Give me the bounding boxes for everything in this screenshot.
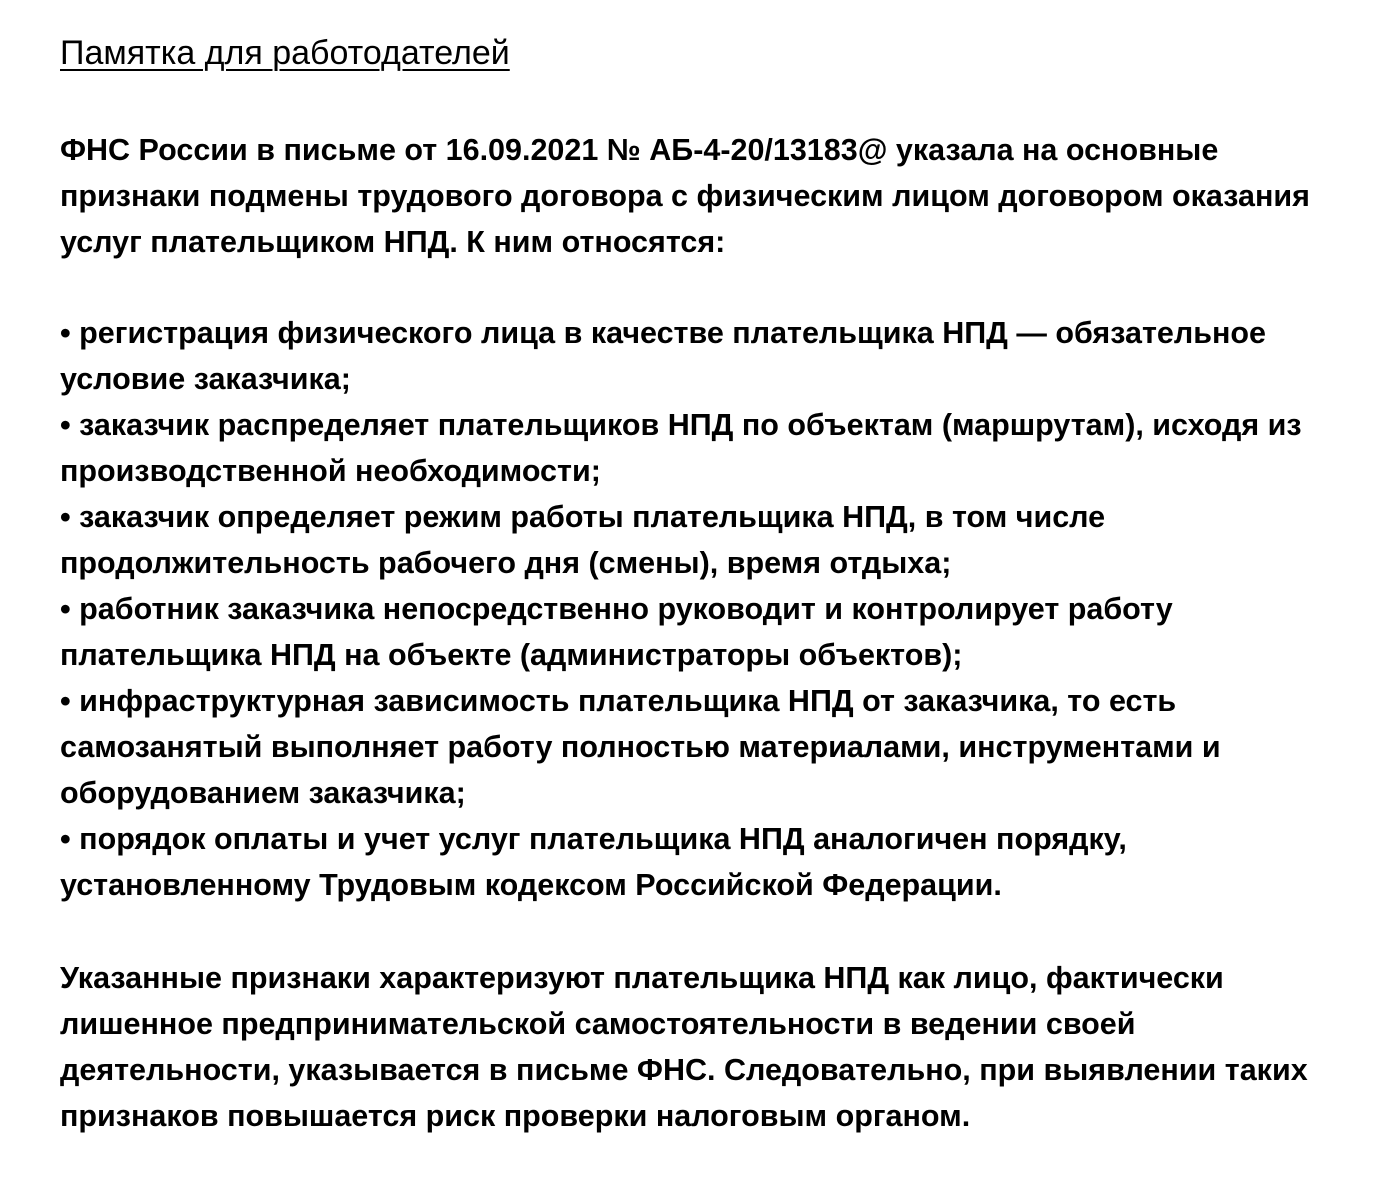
list-item: • заказчик распределяет плательщиков НПД по объектам (маршрутам), исходя из производственной необходимости; xyxy=(60,408,1302,488)
list-item: • порядок оплаты и учет услуг плательщика НПД аналогичен порядку, установленному Трудовым кодексом Российской Федерации. xyxy=(60,822,1127,902)
intro-paragraph: ФНС России в письме от 16.09.2021 № АБ-4-20/13183@ указала на основные признаки подмены трудового договора с физическим лицом договором оказания услуг плательщиком НПД. К ним относятся: xyxy=(60,133,1310,259)
list-item: • заказчик определяет режим работы плательщика НПД, в том числе продолжительность рабочего дня (смены), время отдыха; xyxy=(60,500,1106,580)
criteria-list xyxy=(60,310,1350,908)
conclusion-paragraph: Указанные признаки характеризуют плательщика НПД как лицо, фактически лишенное предпринимательской самостоятельности в ведении своей деятельности, указывается в письме ФНС. Следовательно, при выявлении таких признаков повышается риск проверки налоговым органом. xyxy=(60,961,1308,1133)
list-item: • инфраструктурная зависимость плательщика НПД от заказчика, то есть самозанятый выполняет работу полностью материалами, инструментами и оборудованием заказчика; xyxy=(60,684,1221,810)
list-item: • работник заказчика непосредственно руководит и контролирует работу плательщика НПД на объекте (администраторы объектов); xyxy=(60,592,1173,672)
document-title: Памятка для работодателей xyxy=(60,34,510,72)
list-item: • регистрация физического лица в качестве плательщика НПД — обязательное условие заказчика; xyxy=(60,316,1266,396)
